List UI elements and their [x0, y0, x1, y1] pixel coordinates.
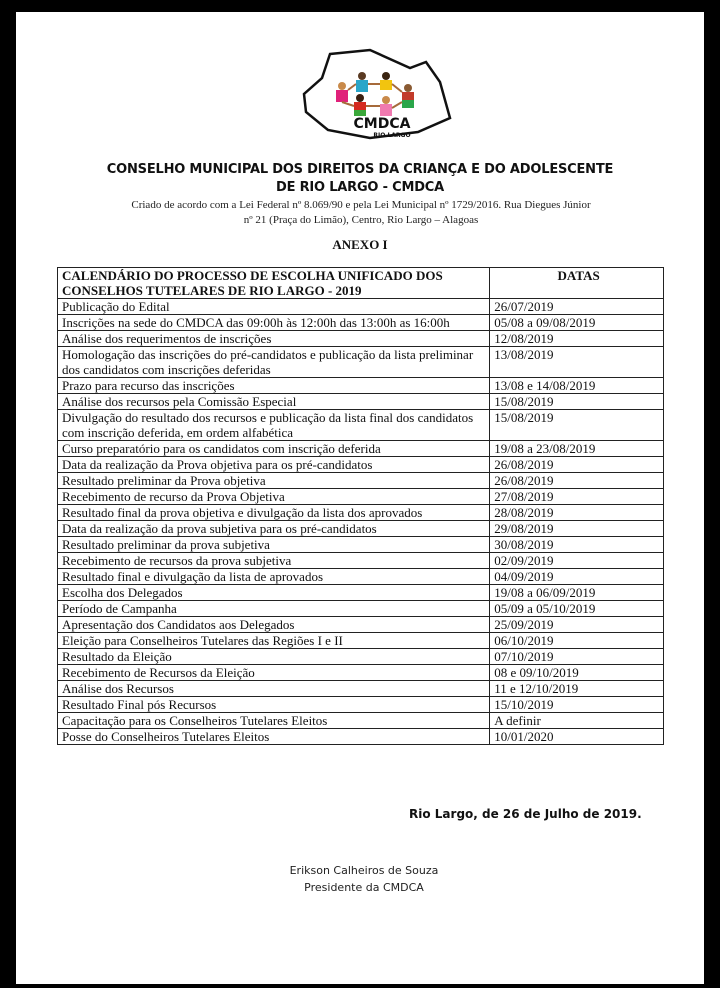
- activity-cell: Resultado final da prova objetiva e divulgação da lista dos aprovados: [58, 505, 490, 521]
- activity-cell: Análise dos recursos pela Comissão Especial: [58, 394, 490, 410]
- date-cell: 19/08 a 06/09/2019: [490, 585, 664, 601]
- table-row: [58, 665, 664, 681]
- table-row: [58, 457, 664, 473]
- signer-name: Erikson Calheiros de Souza: [289, 864, 439, 877]
- table-row: [58, 505, 664, 521]
- table-header-row: [58, 268, 664, 299]
- activity-cell: Inscrições na sede do CMDCA das 09:00h às 12:00h das 13:00h as 16:00h: [58, 315, 490, 331]
- date-cell: 25/09/2019: [490, 617, 664, 633]
- date-cell: 29/08/2019: [490, 521, 664, 537]
- table-row: [58, 299, 664, 315]
- table-row: [58, 347, 664, 378]
- activity-cell: Período de Campanha: [58, 601, 490, 617]
- activity-cell: Resultado preliminar da Prova objetiva: [58, 473, 490, 489]
- calendar-table: [57, 267, 664, 745]
- table-row: [58, 410, 664, 441]
- activity-cell: Data da realização da prova subjetiva para os pré-candidatos: [58, 521, 490, 537]
- calendar-body: [58, 299, 664, 745]
- table-row: [58, 649, 664, 665]
- date-cell: 26/08/2019: [490, 473, 664, 489]
- table-row: [58, 633, 664, 649]
- table-row: [58, 553, 664, 569]
- date-cell: 15/08/2019: [490, 394, 664, 410]
- table-row: [58, 569, 664, 585]
- logo-text: CMDCA: [353, 116, 411, 132]
- annex-title: ANEXO I: [332, 237, 388, 252]
- date-cell: 05/08 a 09/08/2019: [490, 315, 664, 331]
- activity-cell: Resultado Final pós Recursos: [58, 697, 490, 713]
- date-cell: 26/08/2019: [490, 457, 664, 473]
- date-cell: 02/09/2019: [490, 553, 664, 569]
- date-cell: 26/07/2019: [490, 299, 664, 315]
- date-cell: 13/08/2019: [490, 347, 664, 378]
- date-cell: 28/08/2019: [490, 505, 664, 521]
- activity-cell: Recebimento de recursos da prova subjetiva: [58, 553, 490, 569]
- activity-cell: Resultado da Eleição: [58, 649, 490, 665]
- table-row: [58, 537, 664, 553]
- date-cell: 13/08 e 14/08/2019: [490, 378, 664, 394]
- date-cell: 07/10/2019: [490, 649, 664, 665]
- date-cell: 10/01/2020: [490, 729, 664, 745]
- cmdca-logo: [300, 46, 464, 142]
- table-row: [58, 315, 664, 331]
- date-cell: 27/08/2019: [490, 489, 664, 505]
- table-row: [58, 394, 664, 410]
- activity-cell: Posse do Conselheiros Tutelares Eleitos: [58, 729, 490, 745]
- date-cell: 04/09/2019: [490, 569, 664, 585]
- org-title-line1: CONSELHO MUNICIPAL DOS DIREITOS DA CRIANÇA E DO ADOLESCENTE: [106, 162, 614, 177]
- table-row: [58, 681, 664, 697]
- header-line2: CONSELHOS TUTELARES DE RIO LARGO - 2019: [62, 283, 362, 298]
- table-row: [58, 729, 664, 745]
- date-cell: A definir: [490, 713, 664, 729]
- activity-cell: Prazo para recurso das inscrições: [58, 378, 490, 394]
- date-cell: 05/09 a 05/10/2019: [490, 601, 664, 617]
- activity-cell: Divulgação do resultado dos recursos e publicação da lista final dos candidatos com inscrição deferida, em ordem alfabética: [58, 410, 490, 441]
- activity-cell: Homologação das inscrições do pré-candidatos e publicação da lista preliminar dos candidatos com inscrições deferidas: [58, 347, 490, 378]
- date-cell: 30/08/2019: [490, 537, 664, 553]
- activity-cell: Análise dos Recursos: [58, 681, 490, 697]
- table-row: [58, 473, 664, 489]
- activity-cell: Data da realização da Prova objetiva para os pré-candidatos: [58, 457, 490, 473]
- table-row: [58, 331, 664, 347]
- table-row: [58, 617, 664, 633]
- table-row: [58, 713, 664, 729]
- table-row: [58, 585, 664, 601]
- table-row: [58, 601, 664, 617]
- activity-cell: Resultado final e divulgação da lista de aprovados: [58, 569, 490, 585]
- table-row: [58, 697, 664, 713]
- date-cell: 19/08 a 23/08/2019: [490, 441, 664, 457]
- place-date: Rio Largo, de 26 de Julho de 2019.: [409, 807, 642, 821]
- date-cell: 08 e 09/10/2019: [490, 665, 664, 681]
- date-cell: 15/08/2019: [490, 410, 664, 441]
- activity-cell: Curso preparatório para os candidatos com inscrição deferida: [58, 441, 490, 457]
- date-cell: 11 e 12/10/2019: [490, 681, 664, 697]
- dates-column-header: DATAS: [490, 268, 664, 299]
- logo-subtext: RIO LARGO: [373, 132, 411, 139]
- table-row: [58, 521, 664, 537]
- activity-column-header: [58, 268, 490, 299]
- activity-cell: Recebimento de Recursos da Eleição: [58, 665, 490, 681]
- org-subtitle-line2: nº 21 (Praça do Limão), Centro, Rio Largo – Alagoas: [243, 214, 479, 226]
- children-circle-icon: [336, 72, 414, 116]
- org-title-line2: DE RIO LARGO - CMDCA: [275, 180, 444, 195]
- signer-role: Presidente da CMDCA: [304, 881, 424, 894]
- table-row: [58, 378, 664, 394]
- activity-cell: Análise dos requerimentos de inscrições: [58, 331, 490, 347]
- signature-block: [284, 862, 444, 896]
- date-cell: 12/08/2019: [490, 331, 664, 347]
- activity-cell: Eleição para Conselheiros Tutelares das Regiões I e II: [58, 633, 490, 649]
- table-row: [58, 441, 664, 457]
- document-page: [16, 12, 704, 984]
- org-subtitle-line1: Criado de acordo com a Lei Federal nº 8.069/90 e pela Lei Municipal nº 1729/2016. Rua Diegues Júnior: [131, 199, 591, 211]
- date-cell: 06/10/2019: [490, 633, 664, 649]
- activity-cell: Recebimento de recurso da Prova Objetiva: [58, 489, 490, 505]
- date-cell: 15/10/2019: [490, 697, 664, 713]
- activity-cell: Escolha dos Delegados: [58, 585, 490, 601]
- activity-cell: Capacitação para os Conselheiros Tutelares Eleitos: [58, 713, 490, 729]
- activity-cell: Publicação do Edital: [58, 299, 490, 315]
- table-row: [58, 489, 664, 505]
- activity-cell: Apresentação dos Candidatos aos Delegados: [58, 617, 490, 633]
- activity-cell: Resultado preliminar da prova subjetiva: [58, 537, 490, 553]
- header-line1: CALENDÁRIO DO PROCESSO DE ESCOLHA UNIFICADO DOS: [62, 268, 443, 283]
